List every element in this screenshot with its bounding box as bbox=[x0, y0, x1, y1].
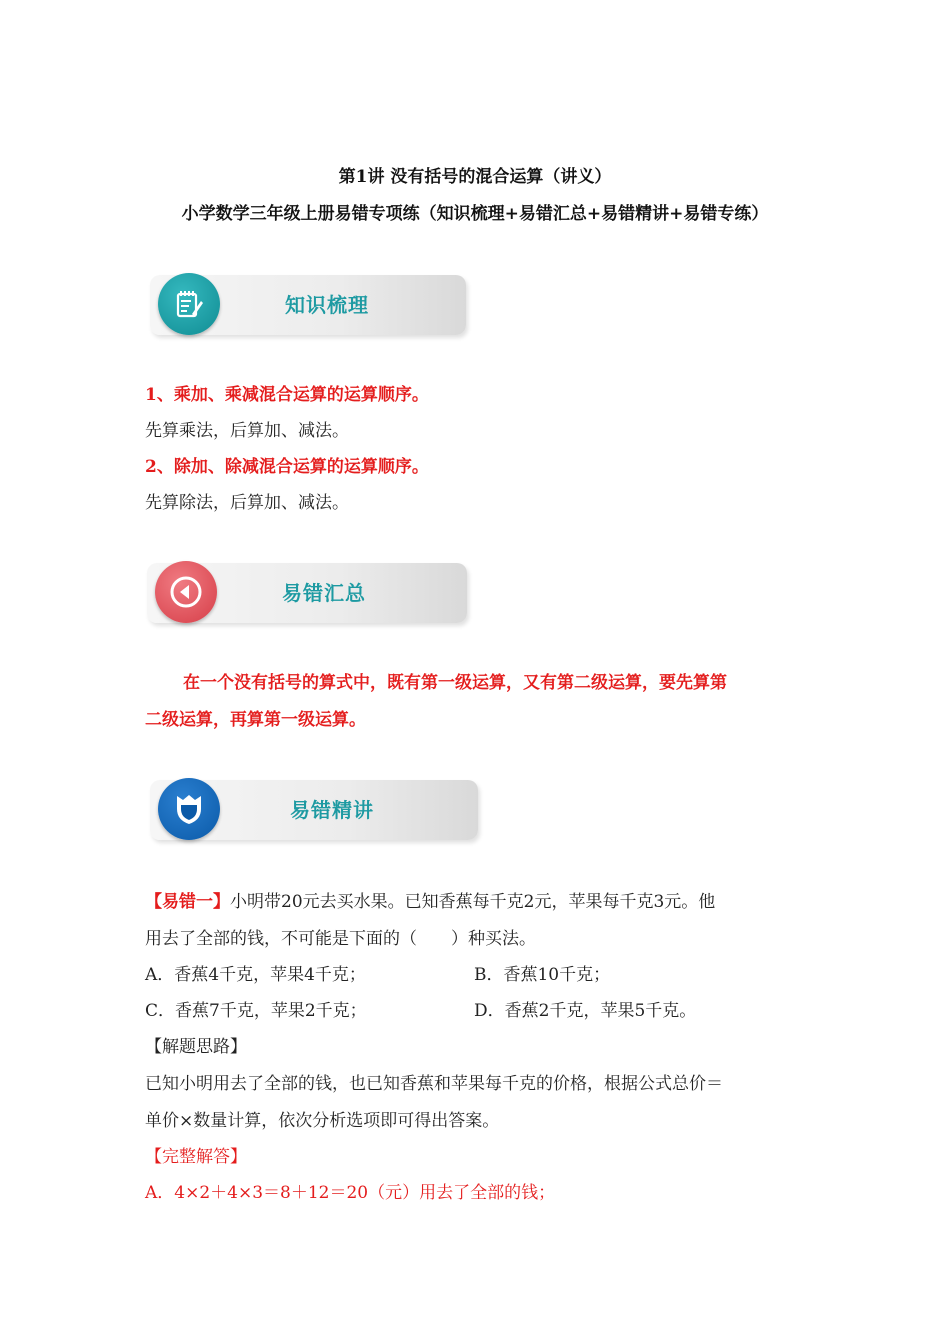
problem-tag: 【易错一】 bbox=[145, 892, 230, 912]
notepad-icon bbox=[158, 273, 220, 335]
page-title: 第1讲 没有括号的混合运算（讲义） bbox=[338, 167, 612, 187]
section-label: 易错汇总 bbox=[282, 581, 366, 605]
section-banner-knowledge bbox=[150, 275, 466, 335]
rule-body-2: 先算除法，后算加、减法。 bbox=[145, 493, 349, 513]
rule-heading-1: 1、乘加、乘减混合运算的运算顺序。 bbox=[145, 385, 429, 405]
section-banner-explanation bbox=[150, 780, 478, 840]
section-banner-summary bbox=[147, 563, 467, 623]
section-label: 易错精讲 bbox=[290, 798, 374, 822]
rule-heading-2: 2、除加、除减混合运算的运算顺序。 bbox=[145, 457, 429, 477]
option-d: D．香蕉2千克，苹果5千克。 bbox=[474, 1001, 697, 1021]
problem-stem-text: 小明带20元去买水果。已知香蕉每千克2元，苹果每千克3元。他 bbox=[230, 892, 716, 912]
play-back-icon bbox=[155, 561, 217, 623]
option-a: A．香蕉4千克，苹果4千克； bbox=[145, 965, 366, 985]
section-label: 知识梳理 bbox=[285, 293, 369, 317]
shield-icon bbox=[158, 778, 220, 840]
idea-line-2: 单价×数量计算，依次分析选项即可得出答案。 bbox=[145, 1111, 500, 1131]
summary-line-1: 在一个没有括号的算式中，既有第一级运算，又有第二级运算，要先算第 bbox=[183, 673, 727, 693]
answer-heading: 【完整解答】 bbox=[145, 1147, 247, 1167]
idea-heading: 【解题思路】 bbox=[145, 1037, 247, 1057]
option-c: C．香蕉7千克，苹果2千克； bbox=[145, 1001, 367, 1021]
problem-stem-line-1 bbox=[145, 887, 715, 912]
idea-line-1: 已知小明用去了全部的钱，也已知香蕉和苹果每千克的价格，根据公式总价＝ bbox=[145, 1074, 723, 1094]
summary-line-2: 二级运算，再算第一级运算。 bbox=[145, 710, 366, 730]
answer-a: A．4×2＋4×3＝8＋12＝20（元）用去了全部的钱； bbox=[145, 1183, 556, 1203]
rule-body-1: 先算乘法，后算加、减法。 bbox=[145, 421, 349, 441]
option-b: B．香蕉10千克； bbox=[474, 965, 611, 985]
problem-stem-line-2: 用去了全部的钱，不可能是下面的（ ）种买法。 bbox=[145, 929, 536, 949]
page-subtitle: 小学数学三年级上册易错专项练（知识梳理+易错汇总+易错精讲+易错专练） bbox=[181, 204, 769, 224]
